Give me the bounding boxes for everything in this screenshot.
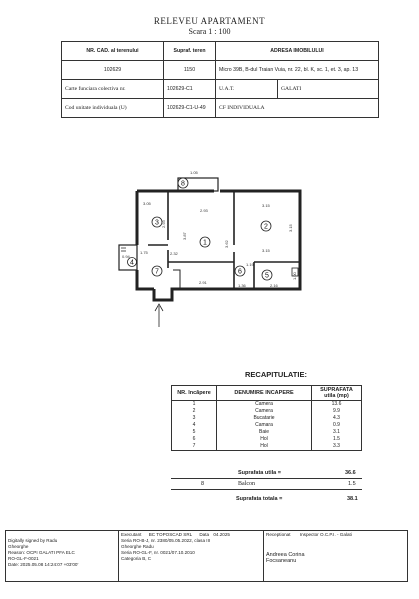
dim-label: 2.32 <box>170 251 178 256</box>
recap-header-area: SUPRAFATA utila (mp) <box>312 386 362 401</box>
cod-label: Cod unitate individuala (U) <box>62 99 164 118</box>
carte-value: 102629-C1 <box>164 80 216 99</box>
utila-label: Suprafata utila = <box>238 470 281 476</box>
footer-table <box>5 530 408 582</box>
table-row <box>172 436 362 443</box>
dim-label: 3.87 <box>182 232 187 240</box>
totala-value: 38.1 <box>347 496 358 502</box>
room-number-5: 5 <box>265 272 269 280</box>
dim-label: 2.93 <box>161 220 166 228</box>
supraf-teren-label: Supraf. teren <box>164 42 216 61</box>
dim-label: 2.93 <box>200 208 208 213</box>
room-area: 3.1 <box>312 429 362 436</box>
data-label: Data <box>199 532 210 537</box>
room-nr: 3 <box>172 415 217 422</box>
recap-title: RECAPITULATIE: <box>245 370 307 379</box>
uat-value: GALATI <box>278 80 379 99</box>
dim-label: 3.15 <box>288 224 293 232</box>
room-nr: 6 <box>172 436 217 443</box>
room-nr: 1 <box>172 401 217 409</box>
receptionat-value: Inspector O.C.P.I. - Galati <box>299 532 352 537</box>
supraf-teren-value: 1150 <box>164 61 216 80</box>
data-value: 04.2025 <box>213 532 230 537</box>
room-number-8: 8 <box>181 180 185 188</box>
room-area: 9.9 <box>312 408 362 415</box>
nr-cad-label: NR. CAD. al terenului <box>62 42 164 61</box>
room-name: Hol <box>217 443 312 451</box>
uat-label: U.A.T. <box>216 80 278 99</box>
balcon-value: 1.5 <box>348 481 356 487</box>
cod-value: 102629-C1-U-49 <box>164 99 216 118</box>
room-area: 3.3 <box>312 443 362 451</box>
totala-label: Suprafata totala = <box>236 496 283 502</box>
receptionat-block <box>264 531 408 582</box>
room-nr: 7 <box>172 443 217 451</box>
executant-name: BC TOPOSCAD SRL <box>148 532 193 537</box>
room-name: Camera <box>217 408 312 415</box>
receptionat-name: Focsaneanu <box>266 558 297 564</box>
signed-line: Reason: OCPI GALATI PFA ELC <box>8 550 75 555</box>
room-nr: 4 <box>172 422 217 429</box>
dim-label: 3.05 <box>143 201 151 206</box>
room-name: Camera <box>217 401 312 409</box>
dim-label: 3.62 <box>224 240 229 248</box>
recap-header-nr: NR. încăpere <box>172 386 217 401</box>
room-area: 4.3 <box>312 415 362 422</box>
table-row <box>172 429 362 436</box>
recap-table <box>171 385 362 451</box>
executant-block <box>119 531 264 582</box>
dim-label: 3.15 <box>262 203 270 208</box>
nr-cad-value: 102629 <box>62 61 164 80</box>
dim-label: 1.75 <box>140 250 148 255</box>
dim-label: 1.36 <box>238 283 246 288</box>
document-title: RELEVEU APARTAMENT <box>153 16 266 26</box>
divider <box>171 489 362 490</box>
adresa-label: ADRESA IMOBILULUI <box>216 42 379 61</box>
receptionat-name: Andreea Corina <box>266 552 305 558</box>
room-name: Hol <box>217 436 312 443</box>
dim-label: 1.19 <box>246 262 254 267</box>
signed-line: Gheorghe <box>8 544 29 549</box>
room-nr: 5 <box>172 429 217 436</box>
cf-label: CF INDIVIDUALA <box>216 99 379 118</box>
table-row <box>172 415 362 422</box>
room-name: Baie <box>217 429 312 436</box>
document-scale: Scara 1 : 100 <box>188 27 231 36</box>
table-row <box>172 408 362 415</box>
signed-line: Date: 2025.05.08 14:24:07 +03'00' <box>8 562 79 567</box>
recap-header-name: DENUMIRE INCAPERE <box>217 386 312 401</box>
executant-line: Seria RO-B-J, nr. 2380/05.05.2022, clasa III <box>121 538 211 543</box>
signed-line: RO-GL-F-0021 <box>8 556 39 561</box>
room-number-6: 6 <box>238 268 242 276</box>
balcon-label: Balcon <box>238 481 255 487</box>
signature-block <box>6 531 119 582</box>
room-number-7: 7 <box>155 268 159 276</box>
dim-label: 3.15 <box>262 248 270 253</box>
signed-line: Digitally signed by Radu <box>8 538 58 543</box>
dim-label: 1.00 <box>292 272 297 280</box>
table-row <box>172 422 362 429</box>
room-name: Camara <box>217 422 312 429</box>
room-nr: 2 <box>172 408 217 415</box>
balcon-nr: 8 <box>201 481 205 487</box>
table-row <box>172 401 362 409</box>
room-area: 1.5 <box>312 436 362 443</box>
utila-value: 36.6 <box>345 470 356 476</box>
room-area: 13.6 <box>312 401 362 409</box>
dim-label: 2.16 <box>270 283 278 288</box>
address-value: Micro 39B, B-dul Traian Vuia, nr. 22, bl. K, sc. 1, et. 3, ap. 13 <box>216 61 379 80</box>
room-number-3: 3 <box>155 219 159 227</box>
dim-label: 1.05 <box>190 170 198 175</box>
dim-label: 2.91 <box>199 280 207 285</box>
dim-label: 0.94 <box>122 254 130 259</box>
room-number-2: 2 <box>264 223 268 231</box>
executant-label: Executant <box>121 532 142 537</box>
north-arrow-icon <box>155 304 163 327</box>
carte-label: Carte funciara colectiva nr. <box>62 80 164 99</box>
executant-line: Seria RO-GL-F, nr. 0021/07.10.2010 <box>121 550 195 555</box>
executant-line: Gheorghe Radu <box>121 544 154 549</box>
room-area: 0.9 <box>312 422 362 429</box>
table-row <box>172 443 362 451</box>
receptionat-label: Receptionat <box>266 532 291 537</box>
executant-line: Categoria B, C <box>121 556 152 561</box>
room-name: Bucatarie <box>217 415 312 422</box>
divider <box>171 478 362 479</box>
room-number-1: 1 <box>203 239 207 247</box>
room-number-4: 4 <box>130 259 134 267</box>
